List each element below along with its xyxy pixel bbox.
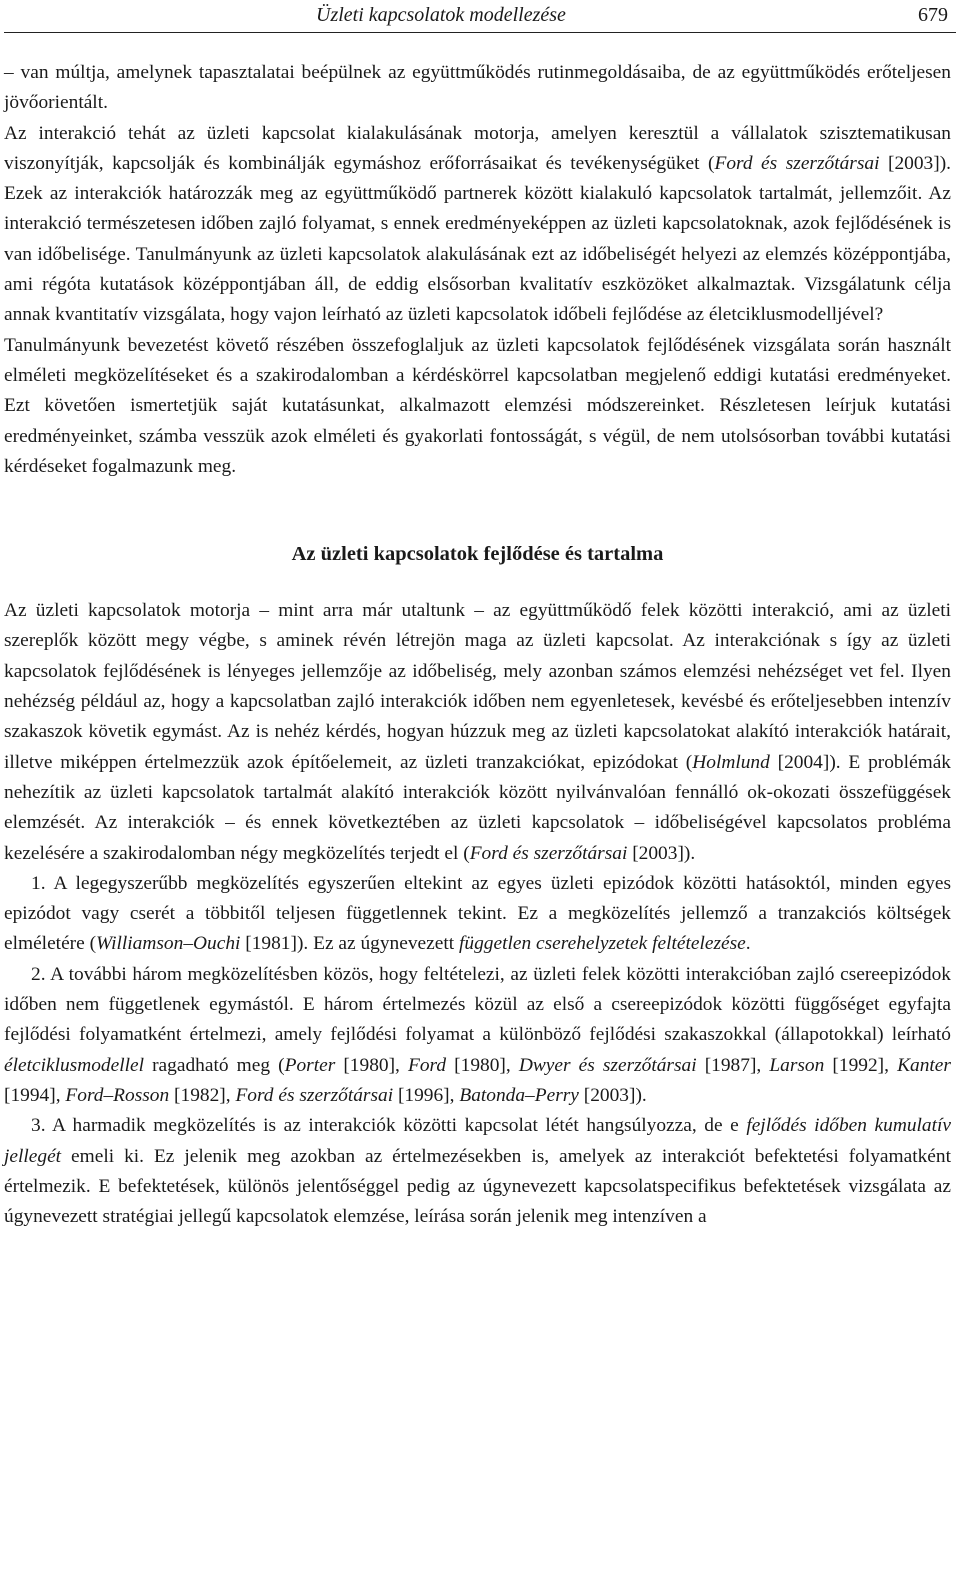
citation-author: Holmlund xyxy=(692,751,770,773)
citation-author: Dwyer és szerzőtársai xyxy=(518,1054,697,1076)
dash-item: – van múltja, amelynek tapasztalatai beépülnek az együttműködés rutinmegoldásaiba, de az együttműködés erőteljesen jövőorientált. xyxy=(4,62,951,114)
intro-paragraph: Az interakció tehát az üzleti kapcsolat kialakulásának motorja, amelyen keresztül a vállalatok szisztematikusan viszonyítják, kapcsolják és kombinálják egymáshoz erőforrásaikat és tevékenységüket (Ford és szerzőtársai [2003]). Ezek az interakciók határozzák meg az együttműködő partnerek között kialakuló kapcsolatok tartalmát, jellemzőit. Az interakció természetesen időben zajló folyamat, s ennek eredményeképpen az üzleti kapcsolatoknak, azok fejlődésének is van időbelisége. Tanulmányunk az üzleti kapcsolatok alakulásának ezt az időbeliségét helyezi az elemzés középpontjába, ami régóta kutatások középpontjában áll, de eddig elsősorban kvalitatív eszközöket alkalmaztak. Vizsgálatunk célja annak kvantitatív vizsgálata, hogy vajon leírható az üzleti kapcsolatok időbeli fejlődése az életciklusmodelljével? xyxy=(4,122,951,326)
emphasis: fejlődés időben kumulatív jellegét xyxy=(4,1115,951,1167)
citation-author: Williamson–Ouchi xyxy=(96,933,241,955)
outline-paragraph: Tanulmányunk bevezetést követő részében összefoglaljuk az üzleti kapcsolatok fejlődésének vizsgálata során használt elméleti megközelítéseket és a szakirodalomban a kérdéskörrel kapcsolatban megjelenő eddigi kutatási eredményeket. Ezt követően ismertetjük saját kutatásunkat, alkalmazott elemzési módszereinket. Részletesen leírjuk kutatási eredményeinket, számba vesszük azok elméleti és gyakorlati fontosságát, s végül, de nem utolsósorban további kutatási kérdéseket fogalmazunk meg. xyxy=(4,334,951,477)
header-rule xyxy=(4,32,956,33)
running-header xyxy=(4,0,954,32)
section-paragraph-1: Az üzleti kapcsolatok motorja – mint arra már utaltunk – az együttműködő felek közötti interakció, ami az üzleti szereplők között megy végbe, s aminek révén létrejön maga az üzleti kapcsolat. Az interakciónak s így az üzleti kapcsolatok fejlődésének is lényeges jellemzője az időbeliség, mely azonban számos elemzési nehézséget vet fel. Ilyen nehézség például az, hogy a kapcsolatban zajló interakciók időben nem egyenletesek, kevésbé és erőteljesebben intenzív szakaszok követik egymást. Az is nehéz kérdés, hogyan húzzuk meg az üzleti kapcsolatokat alakító interakciók határait, illetve miképpen értelmezzük azok építőelemeit, az üzleti tranzakciókat, epizódokat (Holmlund [2004]). E problémák nehezítik az üzleti kapcsolatok tartalmát alakító interakciók között nyilvánvalóan fennálló ok-okozati összefüggések elemzését. Az interakciók – és ennek következtében az üzleti kapcsolatok – időbeliségével kapcsolatos probléma kezelésére a szakirodalomban négy megközelítés terjedt el (Ford és szerzőtársai [2003]). xyxy=(4,600,951,864)
approach-2-paragraph: 2. A további három megközelítésben közös, hogy feltételezi, az üzleti felek közötti interakcióban zajló csereepizódok időben nem függetlenek egymástól. E három értelmezés közül az első a csereepizódok közötti függőséget egyfajta fejlődési folyamatként értelmezi, amely fejlődési folyamat a különböző fejlődési szakaszokkal (állapotokkal) leírható életciklusmodellel ragadható meg (Porter [1980], Ford [1980], Dwyer és szerzőtársai [1987], Larson [1992], Kanter [1994], Ford–Rosson [1982], Ford és szerzőtársai [1996], Batonda–Perry [2003]). xyxy=(4,963,951,1106)
citation-author: Ford és szerzőtársai xyxy=(469,842,628,864)
page-number: 679 xyxy=(918,4,948,26)
citation-author: Porter xyxy=(284,1054,336,1076)
citation-author: Larson xyxy=(769,1054,825,1076)
citation-author: Ford xyxy=(408,1054,447,1076)
approach-3-paragraph: 3. A harmadik megközelítés is az interakciók közötti kapcsolat létét hangsúlyozza, de e fejlődés időben kumulatív jellegét emeli ki. Ez jelenik meg azokban az értelmezésekben is, amelyek az interakciót befektetési folyamatként értelmezik. E befektetések, különös jelentőséggel pedig az úgynevezett kapcsolatspecifikus befektetések vizsgálata az úgynevezett stratégiai jellegű kapcsolatok elemzése, leírása során jelenik meg intenzíven a xyxy=(4,1115,951,1228)
citation-author: Ford és szerzőtársai xyxy=(235,1084,394,1106)
emphasis: független cserehelyzetek feltételezése xyxy=(459,933,746,955)
citation-author: Batonda–Perry xyxy=(459,1084,579,1106)
running-title: Üzleti kapcsolatok modellezése xyxy=(316,4,566,26)
page-body xyxy=(4,58,951,1232)
citation-author: Ford–Rosson xyxy=(65,1084,170,1106)
section-heading: Az üzleti kapcsolatok fejlődése és tartalma xyxy=(291,543,664,566)
emphasis: életciklusmodellel xyxy=(4,1054,144,1076)
citation-author: Ford és szerzőtársai xyxy=(714,152,880,174)
approach-1-paragraph: 1. A legegyszerűbb megközelítés egyszerűen eltekint az egyes üzleti epizódok közötti hatásoktól, minden egyes epizódot vagy cserét a többitől teljesen függetlennek tekint. Ez a megközelítés jellemző a tranzakciós költségek elméletére (Williamson–Ouchi [1981]). Ez az úgynevezett független cserehelyzetek feltételezése. xyxy=(4,872,951,955)
citation-author: Kanter xyxy=(897,1054,951,1076)
